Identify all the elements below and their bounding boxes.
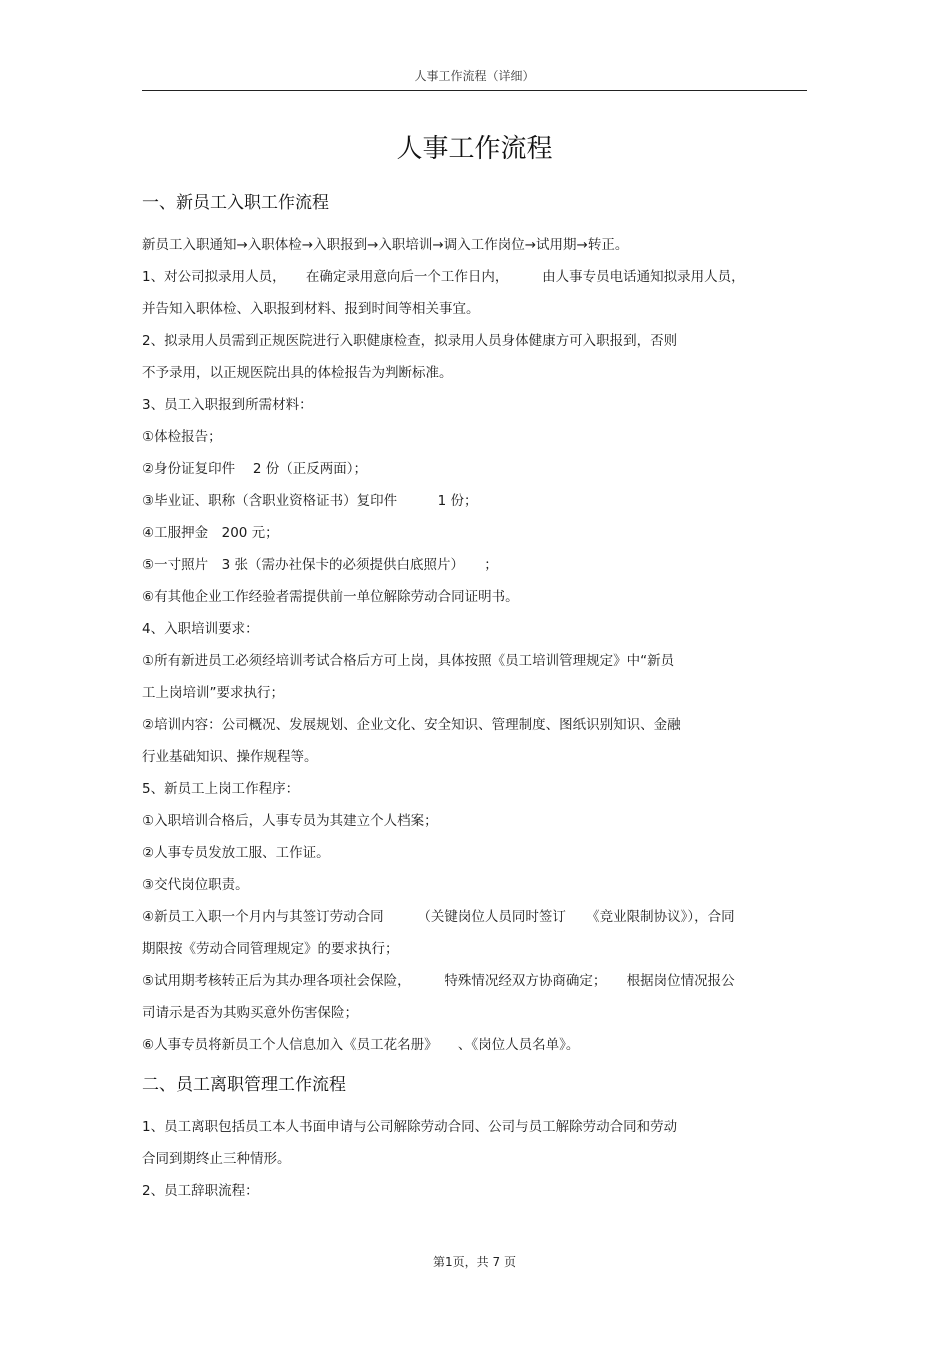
training-req-a-line1: ①所有新进员工必须经培训考试合格后方可上岗，具体按照《员工培训管理规定》中“新员 <box>142 653 675 669</box>
item1-line2: 并告知入职体检、入职报到材料、报到时间等相关事宜。 <box>142 301 480 317</box>
header-divider <box>142 90 807 91</box>
item3-heading: 3、员工入职报到所需材料： <box>142 397 313 413</box>
page-number: 第1页，共 7 页 <box>433 1255 516 1269</box>
onboarding-step-e-line1: ⑤试用期考核转正后为其办理各项社会保险， 特殊情况经双方协商确定； 根据岗位情况报公 <box>142 973 735 989</box>
running-header: 人事工作流程（详细） <box>414 69 535 83</box>
material-item: ⑥有其他企业工作经验者需提供前一单位解除劳动合同证明书。 <box>142 589 519 605</box>
item5-heading: 5、新员工上岗工作程序： <box>142 781 300 797</box>
section1-heading: 一、新员工入职工作流程 <box>142 193 329 213</box>
onboarding-step-d-line2: 期限按《劳动合同管理规定》的要求执行； <box>142 941 399 957</box>
item2-line1: 2、拟录用人员需到正规医院进行入职健康检查，拟录用人员身体健康方可入职报到，否则 <box>142 333 678 349</box>
material-item: ③毕业证、职称（含职业资格证书）复印件 1 份； <box>142 493 478 509</box>
resign-item1-line1: 1、员工离职包括员工本人书面申请与公司解除劳动合同、公司与员工解除劳动合同和劳动 <box>142 1119 678 1135</box>
document-title: 人事工作流程 <box>396 134 553 164</box>
training-req-a-line2: 工上岗培训”要求执行； <box>142 685 284 701</box>
material-item: ④工服押金 200 元； <box>142 525 279 541</box>
onboarding-step: ③交代岗位职责。 <box>142 877 249 893</box>
resign-item1-line2: 合同到期终止三种情形。 <box>142 1151 291 1167</box>
onboarding-step-f: ⑥人事专员将新员工个人信息加入《员工花名册》 、《岗位人员名单》。 <box>142 1037 580 1053</box>
onboarding-step: ②人事专员发放工服、工作证。 <box>142 845 330 861</box>
onboarding-flow: 新员工入职通知→入职体检→入职报到→入职培训→调入工作岗位→试用期→转正。 <box>142 237 629 253</box>
item2-line2: 不予录用，以正规医院出具的体检报告为判断标准。 <box>142 365 453 381</box>
onboarding-step-e-line2: 司请示是否为其购买意外伤害保险； <box>142 1005 358 1021</box>
material-item: ⑤一寸照片 3 张（需办社保卡的必须提供白底照片） ； <box>142 557 498 573</box>
training-req-b-line1: ②培训内容：公司概况、发展规划、企业文化、安全知识、管理制度、图纸识别知识、金融 <box>142 717 681 733</box>
section2-heading: 二、员工离职管理工作流程 <box>142 1075 346 1095</box>
resign-item2-heading: 2、员工辞职流程： <box>142 1183 259 1199</box>
onboarding-step-d-line1: ④新员工入职一个月内与其签订劳动合同 （关键岗位人员同时签订 《竞业限制协议》），合同 <box>142 909 735 925</box>
material-item: ①体检报告； <box>142 429 222 445</box>
material-item: ②身份证复印件 2 份（正反两面）； <box>142 461 368 477</box>
training-req-b-line2: 行业基础知识、操作规程等。 <box>142 749 318 765</box>
item1-line1: 1、对公司拟录用人员， 在确定录用意向后一个工作日内， 由人事专员电话通知拟录用人员， <box>142 269 745 285</box>
item4-heading: 4、入职培训要求： <box>142 621 259 637</box>
onboarding-step: ①入职培训合格后，人事专员为其建立个人档案； <box>142 813 438 829</box>
